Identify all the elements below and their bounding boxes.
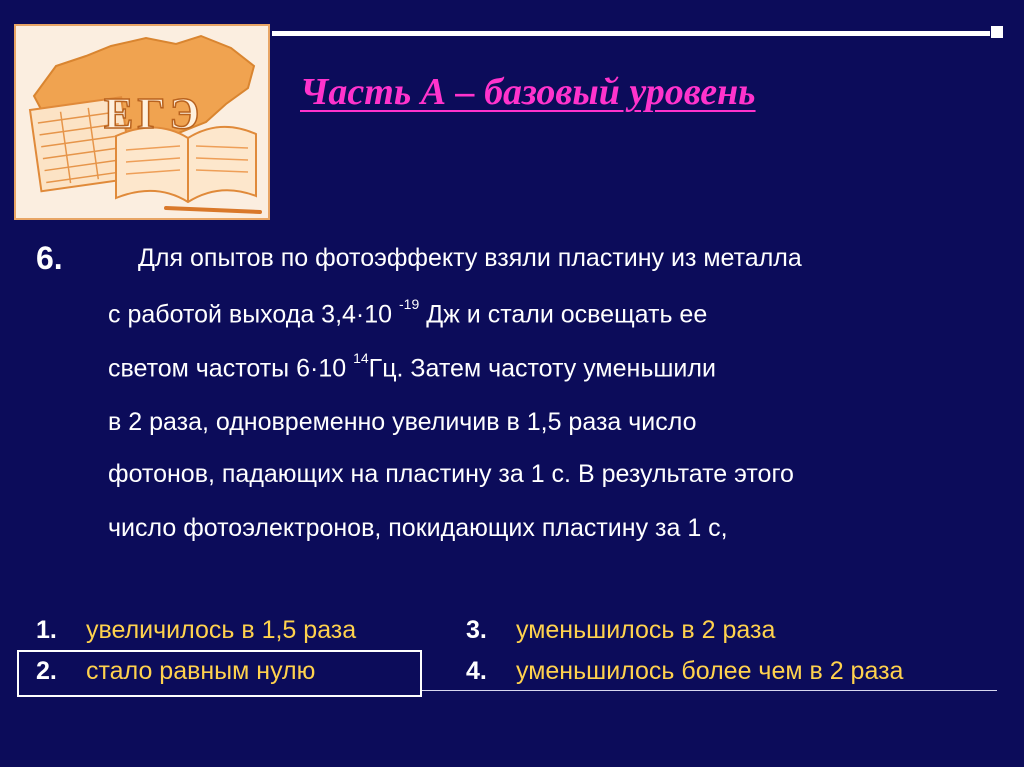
- question-line-2: [108, 296, 708, 329]
- exponent-frequency: 14: [353, 350, 369, 366]
- answer-option-4[interactable]: [466, 657, 903, 686]
- answer-text: уменьшилось в 2 раза: [516, 616, 776, 644]
- answers-divider: [422, 690, 997, 691]
- question-line-2-b: Дж и стали освещать ее: [419, 300, 708, 329]
- question-line-3-a: светом частоты 6·10: [108, 354, 354, 383]
- top-divider-end: [991, 26, 1003, 38]
- ege-logo-graphic: [16, 26, 268, 218]
- exponent-work-function: -19: [399, 296, 420, 312]
- logo-text: ЕГЭ: [104, 89, 204, 138]
- question-line-4: в 2 раза, одновременно увеличив в 1,5 раза число: [108, 408, 697, 436]
- question-line-1: Для опытов по фотоэффекту взяли пластину из металла: [138, 244, 802, 272]
- ege-logo: [14, 24, 270, 220]
- answer-number: 3.: [466, 616, 487, 644]
- answer-option-3[interactable]: [466, 616, 775, 645]
- answer-option-1[interactable]: [36, 616, 356, 645]
- answer-number: 1.: [36, 616, 57, 644]
- slide-title: Часть А – базовый уровень: [300, 71, 756, 113]
- answer-option-2[interactable]: [36, 657, 315, 686]
- answer-text: увеличилось в 1,5 раза: [86, 616, 357, 644]
- top-divider: [272, 31, 990, 36]
- question-line-3-b: Гц. Затем частоту уменьшили: [368, 354, 716, 383]
- answer-number: 2.: [36, 657, 57, 685]
- question-line-3: [108, 350, 716, 383]
- answer-number: 4.: [466, 657, 487, 685]
- answer-text: стало равным нулю: [86, 657, 316, 685]
- question-line-2-a: с работой выхода 3,4·10: [108, 300, 400, 329]
- question-line-6: число фотоэлектронов, покидающих пластину за 1 с,: [108, 514, 728, 542]
- question-number: 6.: [36, 240, 63, 276]
- answer-text: уменьшилось более чем в 2 раза: [516, 657, 904, 685]
- question-line-5: фотонов, падающих на пластину за 1 с. В результате этого: [108, 460, 794, 488]
